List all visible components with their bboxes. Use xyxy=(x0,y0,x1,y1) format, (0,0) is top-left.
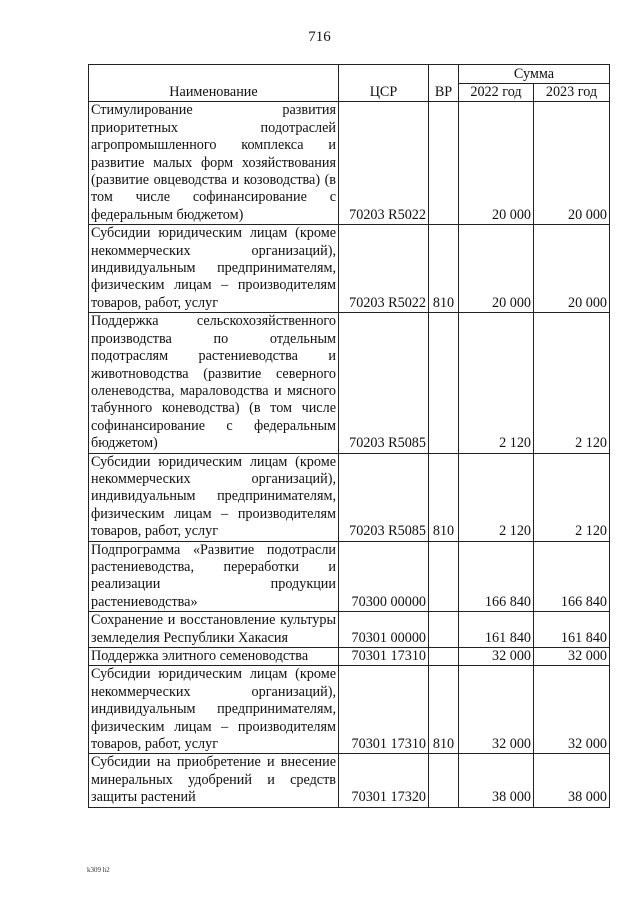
header-year-2023: 2023 год xyxy=(534,84,610,102)
row-amount-2022: 20 000 xyxy=(459,102,534,225)
row-name: Поддержка элитного семеноводства xyxy=(89,648,339,666)
row-amount-2023: 2 120 xyxy=(534,453,610,541)
row-name: Субсидии юридическим лицам (кроме некоммерческих организаций), индивидуальным предпринимателям, физическим лицам – производителям товаров, работ, услуг xyxy=(89,666,339,754)
page-number: 716 xyxy=(308,29,331,45)
row-csr: 70301 00000 xyxy=(339,612,429,648)
row-amount-2023: 161 840 xyxy=(534,612,610,648)
row-amount-2023: 38 000 xyxy=(534,754,610,807)
row-vr xyxy=(429,754,459,807)
row-name: Субсидии юридическим лицам (кроме некоммерческих организаций), индивидуальным предпринимателям, физическим лицам – производителям товаров, работ, услуг xyxy=(89,225,339,313)
row-amount-2022: 2 120 xyxy=(459,453,534,541)
row-vr xyxy=(429,612,459,648)
table-row xyxy=(89,225,610,313)
table-body xyxy=(89,102,610,807)
row-amount-2022: 2 120 xyxy=(459,313,534,453)
header-year-2022: 2022 год xyxy=(459,84,534,102)
row-csr: 70301 17310 xyxy=(339,648,429,666)
row-csr: 70203 R5085 xyxy=(339,453,429,541)
table-row xyxy=(89,541,610,612)
row-vr: 810 xyxy=(429,666,459,754)
table-row xyxy=(89,754,610,807)
row-amount-2023: 166 840 xyxy=(534,541,610,612)
row-csr: 70301 17320 xyxy=(339,754,429,807)
table-row xyxy=(89,666,610,754)
table-row xyxy=(89,313,610,453)
table-header xyxy=(89,65,610,102)
table-row xyxy=(89,612,610,648)
budget-table xyxy=(88,64,610,808)
row-amount-2023: 20 000 xyxy=(534,102,610,225)
header-name: Наименование xyxy=(89,65,339,102)
row-name: Субсидии на приобретение и внесение минеральных удобрений и средств защиты растений xyxy=(89,754,339,807)
row-csr: 70203 R5022 xyxy=(339,225,429,313)
row-name: Стимулирование развития приоритетных подотраслей агропромышленного комплекса и развитие малых форм хозяйствования (развитие овцеводства и козоводства) (в том числе софинансирование с федеральным бюджетом) xyxy=(89,102,339,225)
row-csr: 70203 R5022 xyxy=(339,102,429,225)
header-sum: Сумма xyxy=(459,65,610,84)
row-amount-2023: 32 000 xyxy=(534,666,610,754)
row-csr: 70300 00000 xyxy=(339,541,429,612)
row-vr xyxy=(429,648,459,666)
row-vr: 810 xyxy=(429,225,459,313)
table-row xyxy=(89,648,610,666)
row-amount-2023: 32 000 xyxy=(534,648,610,666)
footer-code: k309 h2 xyxy=(87,866,110,874)
row-vr xyxy=(429,102,459,225)
row-name: Подпрограмма «Развитие подотрасли растениеводства, переработки и реализации продукции растениеводства» xyxy=(89,541,339,612)
row-name: Поддержка сельскохозяйственного производства по отдельным подотраслям растениеводства и животноводства (развитие северного оленеводства, мараловодства и мясного табунного коневодства) (в том числе софинансирование с федеральным бюджетом) xyxy=(89,313,339,453)
table-row xyxy=(89,102,610,225)
row-vr xyxy=(429,313,459,453)
row-amount-2022: 38 000 xyxy=(459,754,534,807)
row-vr xyxy=(429,541,459,612)
row-amount-2023: 2 120 xyxy=(534,313,610,453)
header-vr: ВР xyxy=(429,65,459,102)
header-csr: ЦСР xyxy=(339,65,429,102)
row-csr: 70203 R5085 xyxy=(339,313,429,453)
row-csr: 70301 17310 xyxy=(339,666,429,754)
row-vr: 810 xyxy=(429,453,459,541)
row-amount-2022: 20 000 xyxy=(459,225,534,313)
row-amount-2022: 166 840 xyxy=(459,541,534,612)
row-amount-2022: 161 840 xyxy=(459,612,534,648)
row-name: Субсидии юридическим лицам (кроме некоммерческих организаций), индивидуальным предпринимателям, физическим лицам – производителям товаров, работ, услуг xyxy=(89,453,339,541)
row-amount-2022: 32 000 xyxy=(459,648,534,666)
row-amount-2023: 20 000 xyxy=(534,225,610,313)
table-row xyxy=(89,453,610,541)
row-name: Сохранение и восстановление культуры земледелия Республики Хакасия xyxy=(89,612,339,648)
row-amount-2022: 32 000 xyxy=(459,666,534,754)
